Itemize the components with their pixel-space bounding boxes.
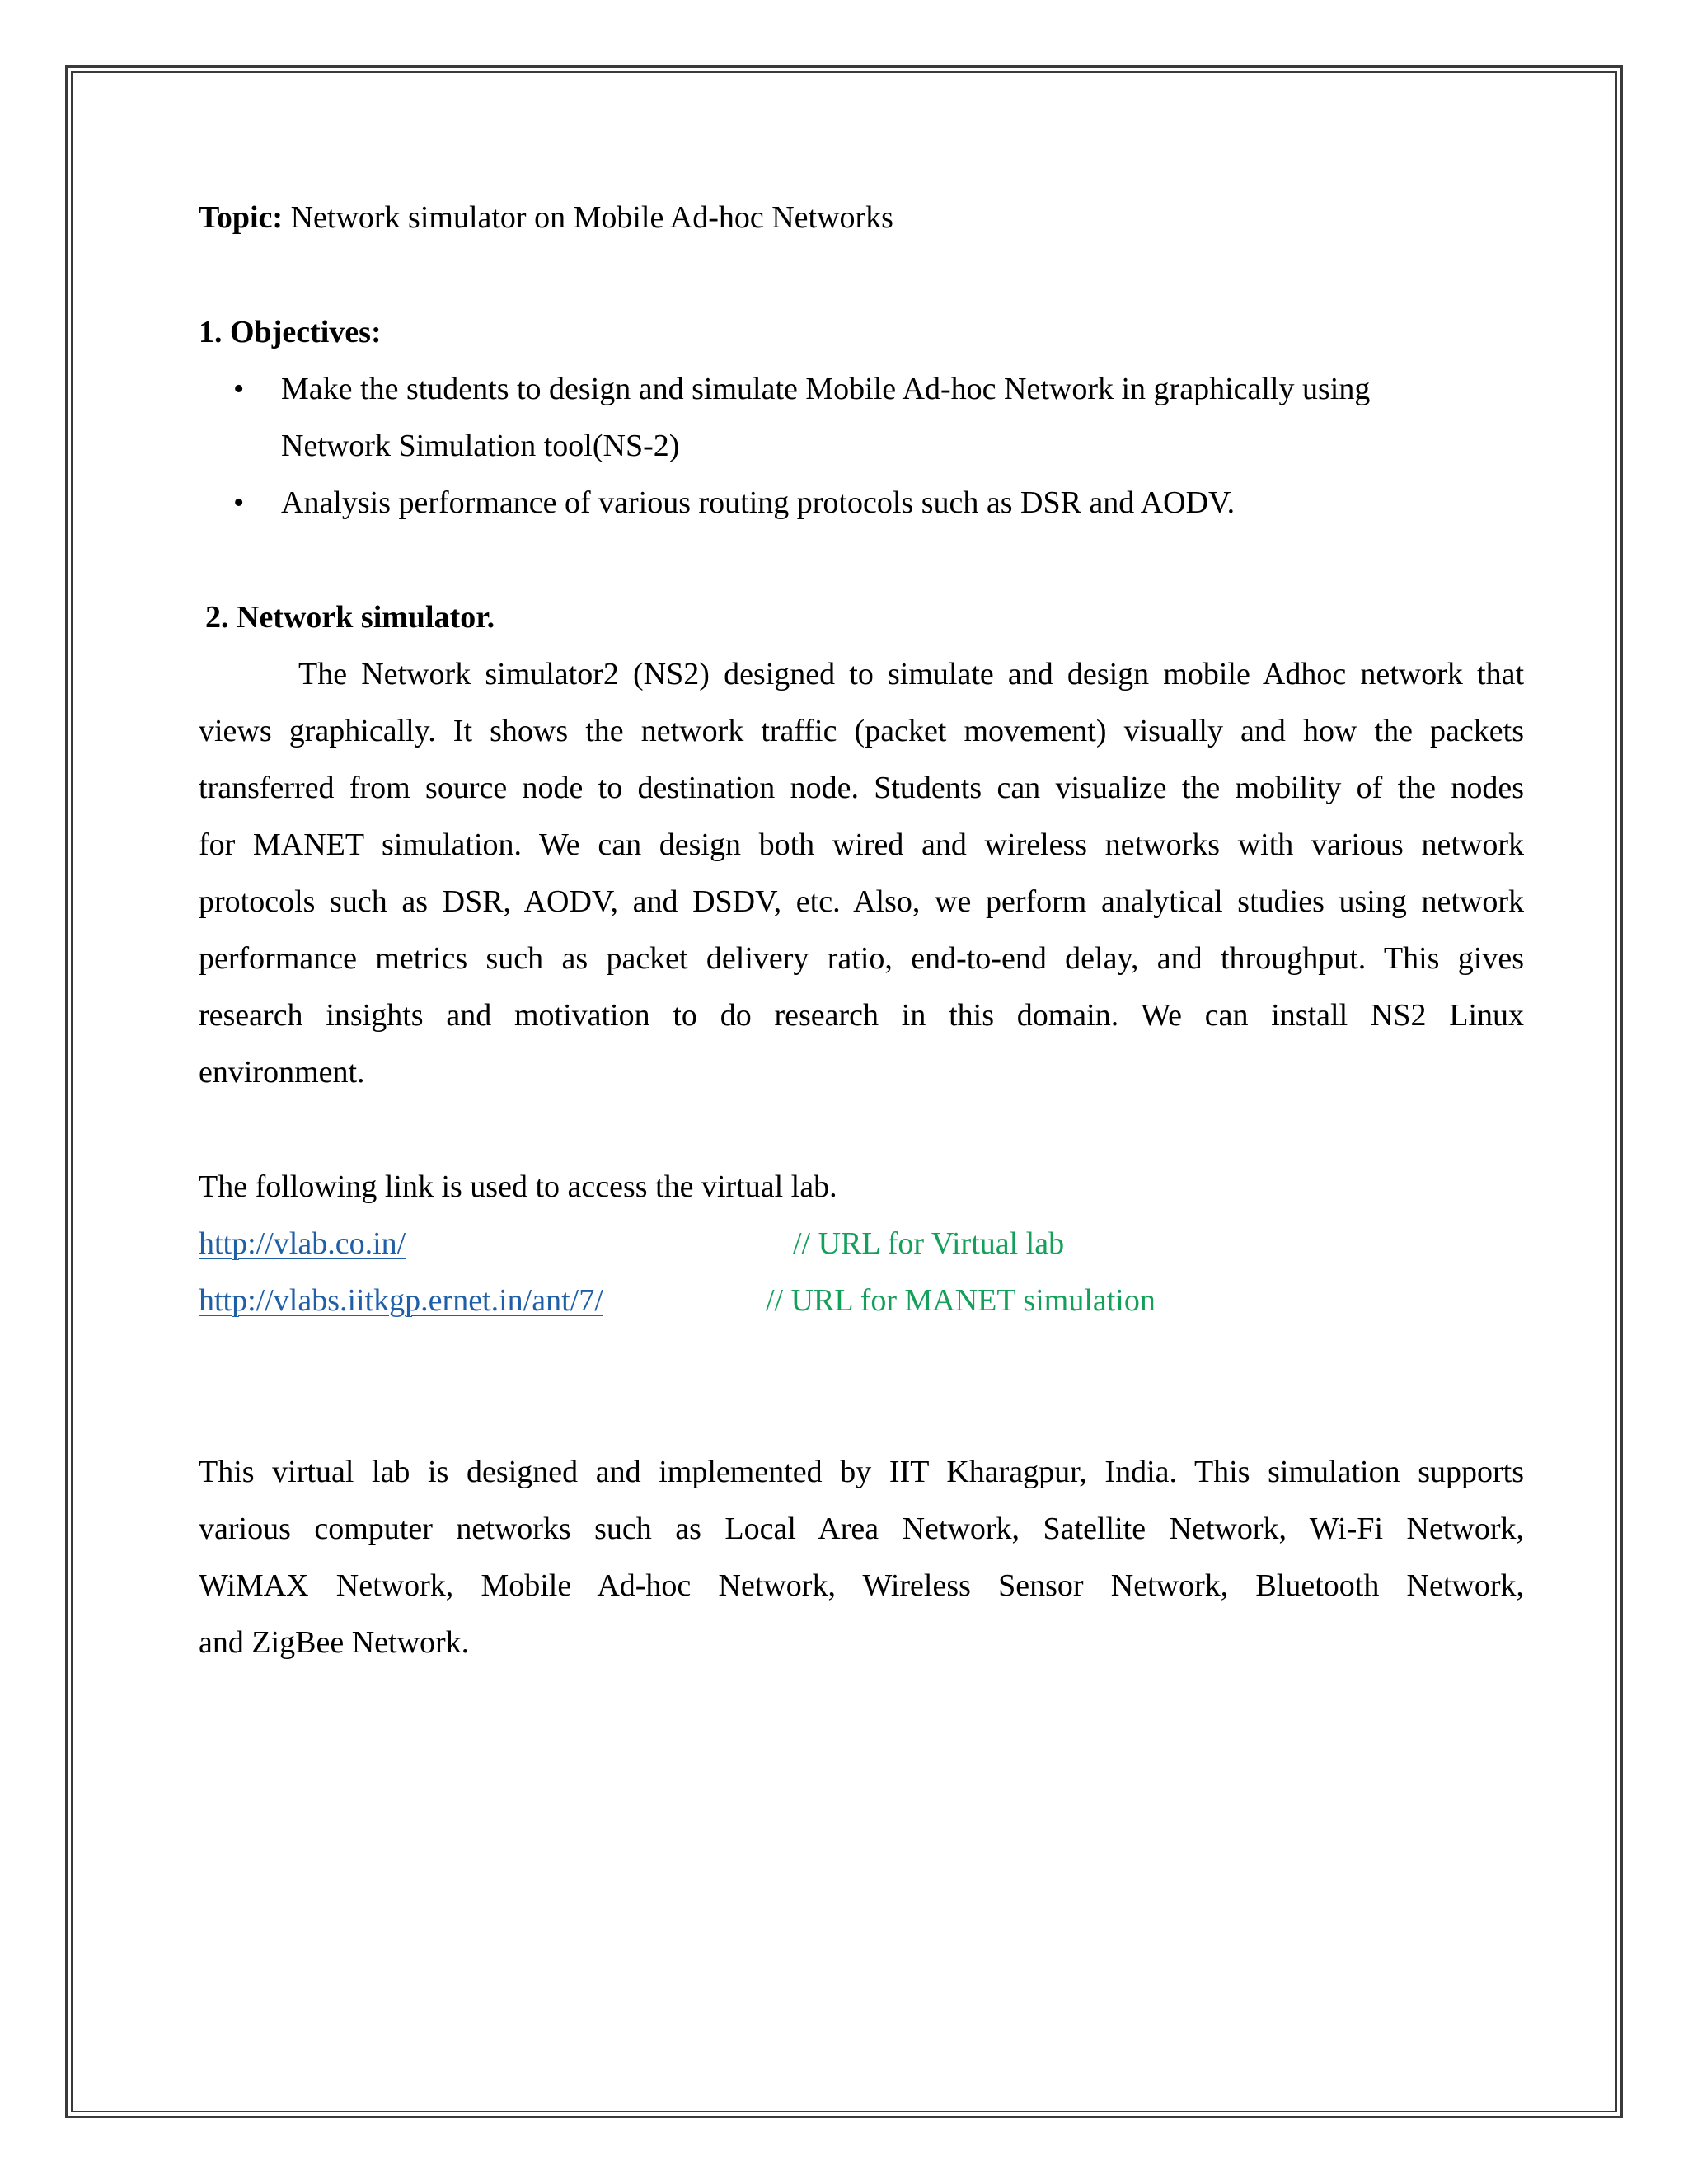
topic-label: Topic: <box>199 200 284 235</box>
closing-line: various computer networks such as Local Area Network, Satellite Network, Wi-Fi Network, <box>199 1511 1524 1546</box>
paragraph-line: The Network simulator2 (NS2) designed to simulate and design mobile Adhoc network that <box>298 657 1524 691</box>
paragraph-line: transferred from source node to destination node. Students can visualize the mobility of the nodes <box>199 771 1524 805</box>
vlab-comment: // URL for Virtual lab <box>793 1226 1065 1261</box>
objective-item-1-line2: Network Simulation tool(NS-2) <box>281 429 680 463</box>
manet-link[interactable]: http://vlabs.iitkgp.ernet.in/ant/7/ <box>199 1283 603 1318</box>
paragraph-line: performance metrics such as packet delivery ratio, end-to-end delay, and throughput. This gives <box>199 941 1524 976</box>
objective-item-2-line1: Analysis performance of various routing protocols such as DSR and AODV. <box>281 485 1236 520</box>
paragraph-line: research insights and motivation to do research in this domain. We can install NS2 Linux <box>199 998 1524 1033</box>
topic-line <box>199 199 893 237</box>
bullet-icon: • <box>233 485 245 520</box>
links-intro: The following link is used to access the virtual lab. <box>199 1169 837 1204</box>
manet-comment: // URL for MANET simulation <box>766 1283 1156 1318</box>
closing-line: This virtual lab is designed and implemented by IIT Kharagpur, India. This simulation supports <box>199 1455 1524 1489</box>
topic-text: Network simulator on Mobile Ad-hoc Networks <box>290 200 893 235</box>
vlab-link[interactable]: http://vlab.co.in/ <box>199 1226 406 1261</box>
paragraph-line: views graphically. It shows the network traffic (packet movement) visually and how the packets <box>199 714 1524 748</box>
bullet-icon: • <box>233 372 245 406</box>
objectives-heading: 1. Objectives: <box>199 315 382 349</box>
paragraph-line: protocols such as DSR, AODV, and DSDV, etc. Also, we perform analytical studies using network <box>199 884 1524 919</box>
closing-line: WiMAX Network, Mobile Ad-hoc Network, Wireless Sensor Network, Bluetooth Network, <box>199 1568 1524 1603</box>
paragraph-line: for MANET simulation. We can design both wired and wireless networks with various network <box>199 827 1524 862</box>
paragraph-line: environment. <box>199 1055 365 1090</box>
closing-line: and ZigBee Network. <box>199 1625 470 1660</box>
network-simulator-heading: 2. Network simulator. <box>205 600 495 635</box>
objective-item-1-line1: Make the students to design and simulate Mobile Ad-hoc Network in graphically using <box>281 372 1371 406</box>
